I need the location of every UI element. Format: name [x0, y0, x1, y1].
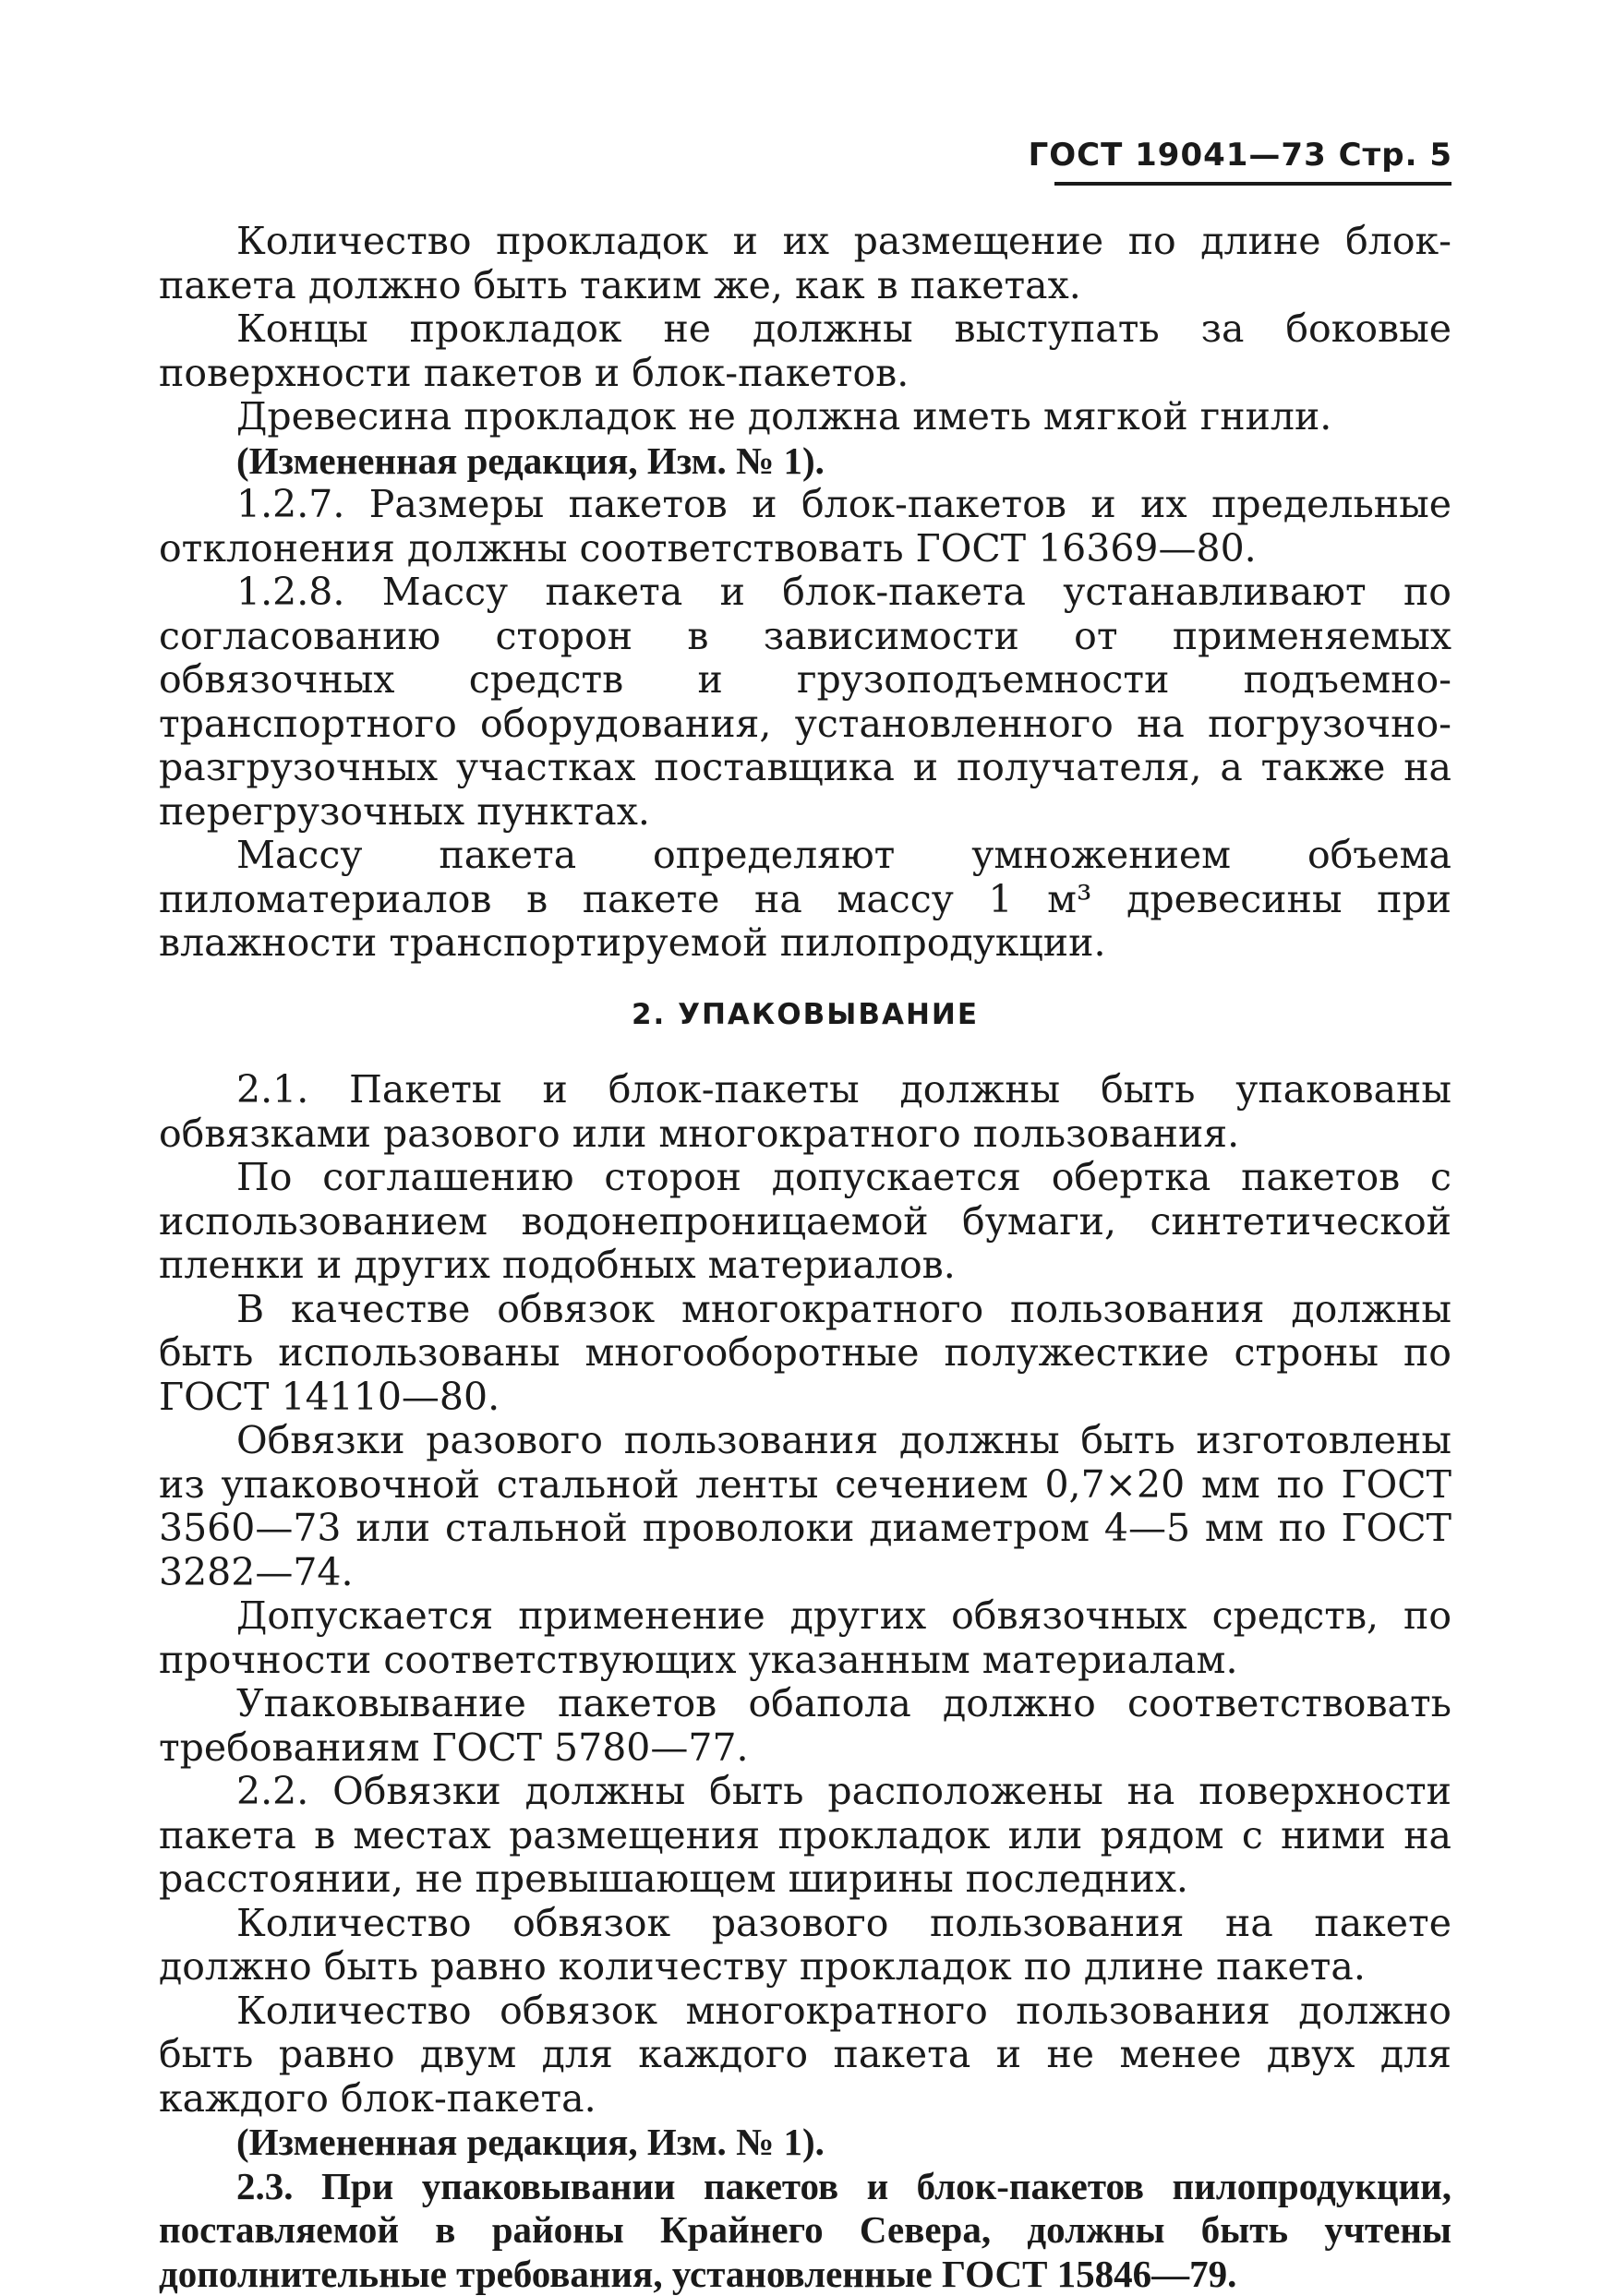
amendment-note: (Измененная редакция, Изм. № 1).	[159, 439, 1451, 484]
paragraph: 2.2. Обвязки должны быть расположены на поверхности пакета в местах размещения прокладок или рядом с ними на расстоянии, не превышающем ширины последних.	[159, 1770, 1451, 1902]
paragraph: Упаковывание пакетов обапола должно соответствовать требованиям ГОСТ 5780—77.	[159, 1682, 1451, 1770]
paragraph: Допускается применение других обвязочных средств, по прочности соответствующих указанным материалам.	[159, 1594, 1451, 1682]
paragraph: Древесина прокладок не должна иметь мягкой гнили.	[159, 395, 1451, 439]
header-rule	[1054, 182, 1451, 186]
paragraph: Количество обвязок многократного пользования должно быть равно двум для каждого пакета и не менее двух для каждого блок-пакета.	[159, 1989, 1451, 2122]
paragraph: 1.2.8. Массу пакета и блок-пакета устанавливают по согласованию сторон в зависимости от применяемых обвязочных средств и грузоподъемности подъемно-транспортного оборудования, установленного на погрузочно-разгрузочных участках поставщика и получателя, а также на перегрузочных пунктах.	[159, 571, 1451, 834]
paragraph: Количество обвязок разового пользования на пакете должно быть равно количеству прокладок по длине пакета.	[159, 1902, 1451, 1989]
paragraph: Обвязки разового пользования должны быть изготовлены из упаковочной стальной ленты сечением 0,7×20 мм по ГОСТ 3560—73 или стальной проволоки диаметром 4—5 мм по ГОСТ 3282—74.	[159, 1419, 1451, 1594]
section-title: 2. УПАКОВЫВАНИЕ	[159, 993, 1451, 1038]
page-content	[159, 220, 1451, 2296]
paragraph: 2.1. Пакеты и блок-пакеты должны быть упакованы обвязками разового или многократного пользования.	[159, 1068, 1451, 1156]
paragraph: Массу пакета определяют умножением объема пиломатериалов в пакете на массу 1 м³ древесины при влажности транспортируемой пилопродукции.	[159, 834, 1451, 966]
paragraph: 2.3. При упаковывании пакетов и блок-пакетов пилопродукции, поставляемой в районы Крайнего Севера, должны быть учтены дополнительные требования, установленные ГОСТ 15846—79.	[159, 2165, 1451, 2296]
paragraph: В качестве обвязок многократного пользования должны быть использованы многооборотные полужесткие строны по ГОСТ 14110—80.	[159, 1288, 1451, 1420]
page-header: ГОСТ 19041—73 Стр. 5	[1029, 137, 1452, 174]
paragraph: Количество прокладок и их размещение по длине блок-пакета должно быть таким же, как в пакетах.	[159, 220, 1451, 307]
paragraph: 1.2.7. Размеры пакетов и блок-пакетов и их предельные отклонения должны соответствовать ГОСТ 16369—80.	[159, 483, 1451, 571]
paragraph: Концы прокладок не должны выступать за боковые поверхности пакетов и блок-пакетов.	[159, 307, 1451, 395]
amendment-note: (Измененная редакция, Изм. № 1).	[159, 2121, 1451, 2165]
paragraph: По соглашению сторон допускается обертка пакетов с использованием водонепроницаемой бумаги, синтетической пленки и других подобных материалов.	[159, 1156, 1451, 1288]
